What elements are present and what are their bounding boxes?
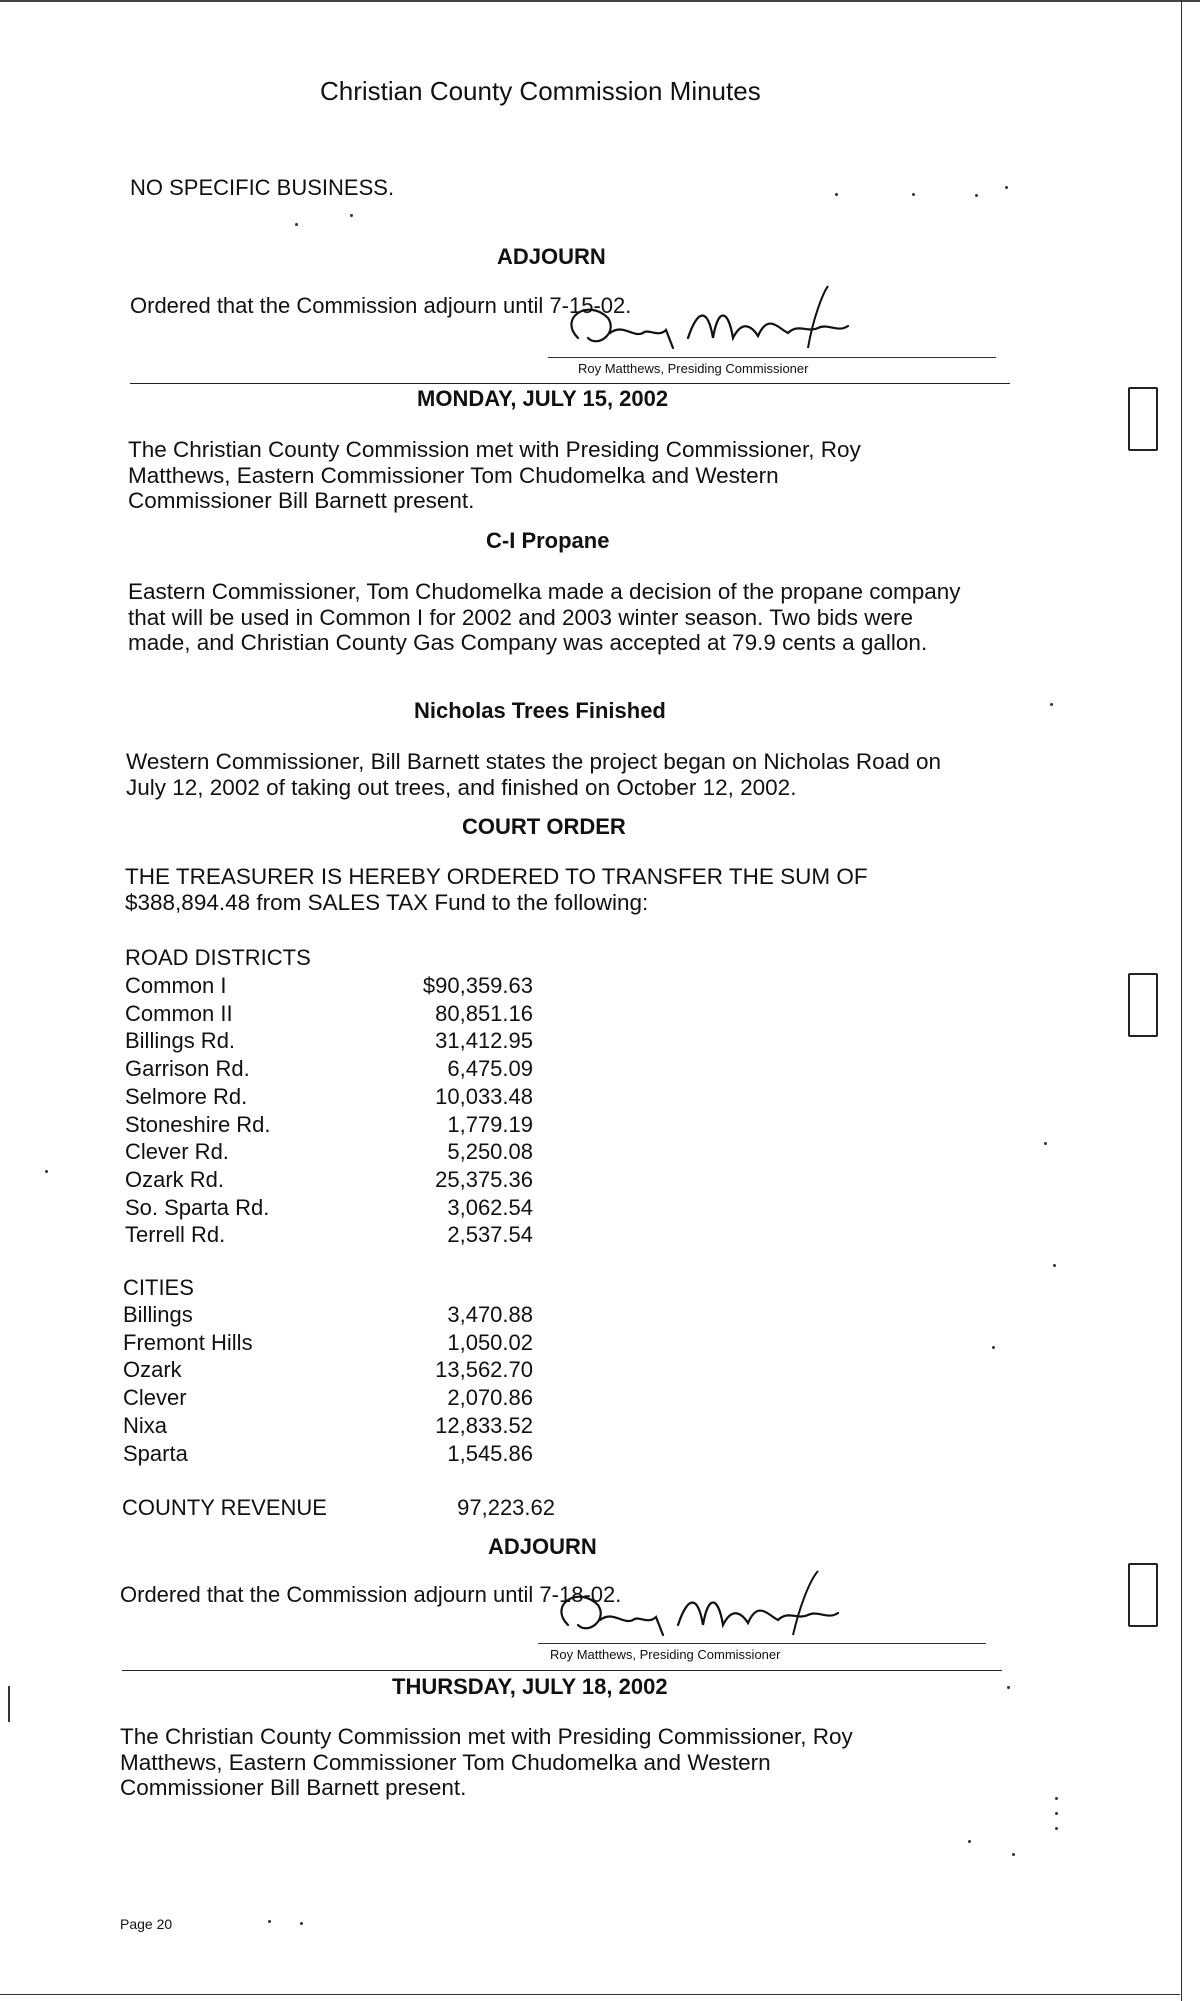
thursday-intro-paragraph: The Christian County Commission met with Presiding Commissioner, Roy Matthews, Eastern Commissioner Tom Chudomelka and Western Commissioner Bill Barnett present.: [120, 1724, 853, 1800]
adjourn-heading: ADJOURN: [497, 244, 606, 269]
binder-hole-mark: [1128, 973, 1158, 1037]
signature-line: [538, 1643, 986, 1644]
list-item-name: So. Sparta Rd.: [125, 1194, 270, 1220]
monday-intro-paragraph: The Christian County Commission met with Presiding Commissioner, Roy Matthews, Eastern Commissioner Tom Chudomelka and Western Commissioner Bill Barnett present.: [128, 437, 861, 513]
scan-edge-bottom: [0, 1994, 1180, 1996]
propane-heading: C-I Propane: [486, 528, 610, 553]
list-item-amount: 5,250.08: [447, 1139, 533, 1165]
list-item-amount: 3,062.54: [447, 1194, 533, 1220]
scan-speck: [295, 223, 298, 226]
signature-caption: Roy Matthews, Presiding Commissioner: [550, 1647, 781, 1662]
scan-speck: [1055, 1827, 1058, 1830]
section-divider: [130, 383, 1010, 384]
scan-speck: [268, 1920, 271, 1923]
list-item-amount: 12,833.52: [435, 1412, 533, 1438]
thursday-date-heading: THURSDAY, JULY 18, 2002: [392, 1674, 668, 1699]
nicholas-trees-heading: Nicholas Trees Finished: [414, 698, 666, 723]
list-item-amount: 80,851.16: [435, 1000, 533, 1026]
scan-speck: [1005, 186, 1008, 189]
list-item-amount: 2,537.54: [447, 1222, 533, 1248]
signature-line: [548, 357, 996, 358]
list-item-amount: 31,412.95: [435, 1028, 533, 1054]
list-item-name: Sparta: [123, 1440, 188, 1466]
court-order-heading: COURT ORDER: [462, 814, 626, 839]
scan-speck: [975, 194, 978, 197]
list-item-amount: 6,475.09: [447, 1056, 533, 1082]
list-item-name: Ozark: [123, 1357, 182, 1383]
scan-speck: [1050, 703, 1053, 706]
signature-caption: Roy Matthews, Presiding Commissioner: [578, 361, 809, 376]
county-revenue-amount: 97,223.62: [457, 1495, 555, 1520]
adjourn-order-text: Ordered that the Commission adjourn until 7-15-02.: [130, 293, 632, 318]
list-item-name: Common I: [125, 973, 227, 998]
list-item-name: Common II: [125, 1000, 233, 1026]
scan-edge-right: [1181, 0, 1183, 2001]
scan-speck: [350, 214, 353, 217]
list-item-amount: 1,779.19: [447, 1111, 533, 1137]
court-order-paragraph: THE TREASURER IS HEREBY ORDERED TO TRANSFER THE SUM OF $388,894.48 from SALES TAX Fund to the following:: [125, 864, 868, 915]
binder-hole-mark: [1128, 387, 1158, 451]
list-item-name: Terrell Rd.: [125, 1222, 226, 1248]
scan-speck: [912, 193, 915, 196]
list-item-name: Garrison Rd.: [125, 1056, 250, 1082]
scan-speck: [1044, 1142, 1047, 1145]
list-item-amount: 2,070.86: [447, 1385, 533, 1411]
list-item-amount: 3,470.88: [447, 1302, 533, 1327]
adjourn-order-text-2: Ordered that the Commission adjourn until 7-18-02.: [120, 1582, 622, 1607]
list-item-name: Clever Rd.: [125, 1139, 229, 1165]
scan-speck: [1055, 1797, 1058, 1800]
list-item-amount: 25,375.36: [435, 1166, 533, 1192]
list-item-name: Ozark Rd.: [125, 1166, 225, 1192]
list-item-amount: 13,562.70: [435, 1357, 533, 1383]
list-item-name: Fremont Hills: [123, 1329, 253, 1355]
road-districts-heading: ROAD DISTRICTS: [125, 945, 311, 970]
page-number: Page 20: [120, 1916, 173, 1932]
scan-speck: [968, 1840, 971, 1843]
list-item-amount: $90,359.63: [422, 973, 533, 998]
list-item-amount: 1,050.02: [447, 1329, 533, 1355]
nicholas-trees-paragraph: Western Commissioner, Bill Barnett states the project began on Nicholas Road on July 12, 2002 of taking out trees, and finished on October 12, 2002.: [126, 749, 941, 800]
scan-speck: [300, 1922, 303, 1925]
list-item-name: Nixa: [123, 1412, 168, 1438]
page-title: Christian County Commission Minutes: [320, 76, 761, 106]
propane-paragraph: Eastern Commissioner, Tom Chudomelka made a decision of the propane company that will be used in Common I for 2002 and 2003 winter season. Two bids were made, and Christian County Gas Company was accepted at 79.9 cents a gallon.: [128, 579, 961, 655]
list-item-amount: 10,033.48: [435, 1083, 533, 1109]
no-specific-business-text: NO SPECIFIC BUSINESS.: [130, 175, 395, 200]
scan-speck: [992, 1346, 995, 1349]
scan-speck: [835, 193, 838, 196]
scan-mark: [8, 1686, 10, 1722]
list-item-name: Selmore Rd.: [125, 1083, 248, 1109]
scan-speck: [1007, 1686, 1010, 1689]
list-item-name: Stoneshire Rd.: [125, 1111, 271, 1137]
scan-speck: [45, 1170, 48, 1173]
scan-speck: [1055, 1812, 1058, 1815]
list-item-name: Billings: [123, 1302, 193, 1327]
list-item-name: Clever: [123, 1385, 187, 1411]
scan-edge-top: [0, 0, 1200, 2]
list-item-name: Billings Rd.: [125, 1028, 236, 1054]
binder-hole-mark: [1128, 1563, 1158, 1627]
scan-speck: [1012, 1853, 1015, 1856]
scan-speck: [1053, 1264, 1056, 1267]
county-revenue-label: COUNTY REVENUE: [122, 1495, 327, 1520]
list-item-amount: 1,545.86: [447, 1440, 533, 1466]
cities-heading: CITIES: [123, 1275, 194, 1300]
adjourn-heading-2: ADJOURN: [488, 1534, 597, 1559]
section-divider: [122, 1670, 1002, 1671]
monday-date-heading: MONDAY, JULY 15, 2002: [417, 386, 669, 411]
